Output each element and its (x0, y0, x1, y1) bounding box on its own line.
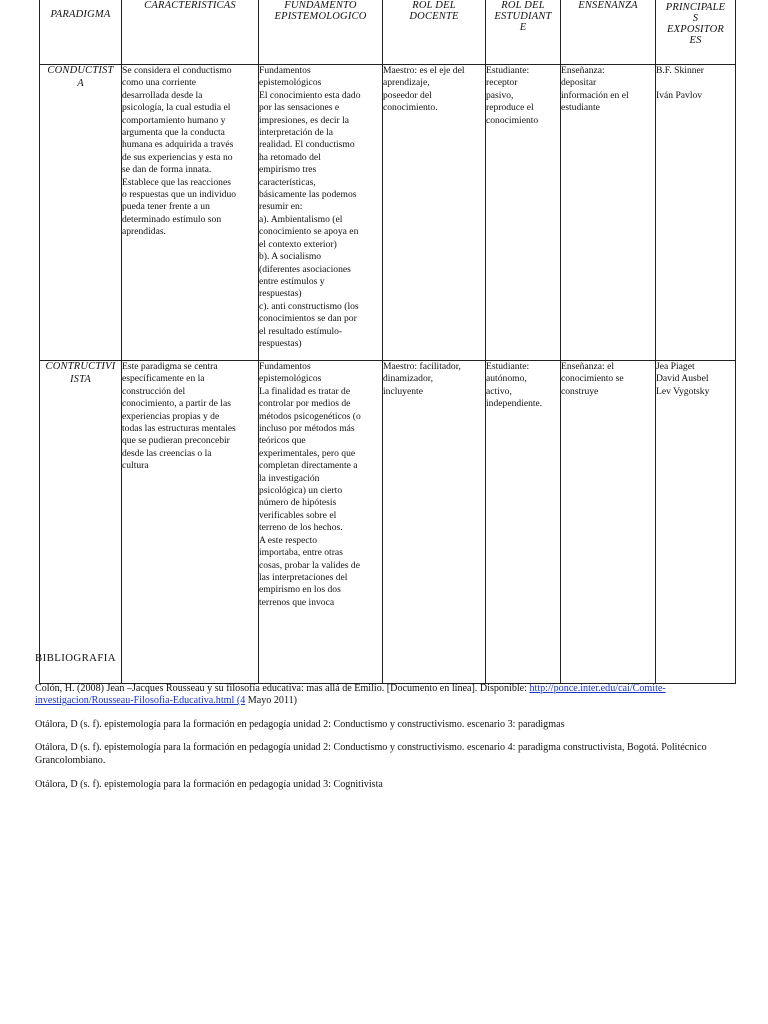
cell-text-line: El conocimiento esta dado (259, 89, 361, 101)
cell-text-line: número de hipótesis (259, 497, 337, 509)
cell-text-line (656, 77, 735, 89)
cell-text-line: Enseñanza: (561, 65, 605, 76)
cell-text-line: todas las estructuras mentales (122, 423, 236, 435)
cell-text-line: controlar por medios de (259, 398, 351, 410)
cell-text-line: psicología, la cual estudia el (122, 102, 231, 114)
cell-text-line: construcción del (122, 385, 186, 397)
cell-text-line: el resultado estímulo- (259, 325, 343, 337)
cell-text-line: Iván Pavlov (656, 89, 703, 101)
cell-rol-estudiante (486, 65, 561, 361)
cell-text-line: Se considera el conductismo (122, 65, 232, 76)
cell-text-line: Enseñanza: el (561, 361, 615, 372)
cell-text-line: o respuestas que un individuo (122, 189, 237, 201)
bibliography-entry-text: Colón, H. (2008) Jean –Jacques Rousseau y su filosofía educativa: mas allá de Emilio. [Documento en línea]. Disponible: (35, 682, 530, 694)
cell-text-line: c). anti constructismo (los (259, 300, 359, 312)
cell-text-line: ha retomado del (259, 151, 321, 163)
paradigm-name-constructivista: CONTRUCTIVI ISTA (40, 361, 122, 684)
cell-text-line: David Ausbel (656, 373, 709, 385)
cell-text-line: epistemológicos (259, 77, 322, 89)
cell-ensenanza (561, 65, 656, 361)
cell-text-line: Jea Piaget (656, 361, 695, 372)
cell-text-line: incluso por métodos más (259, 423, 355, 435)
cell-text-line: pueda tener frente a un (122, 201, 210, 213)
cell-text-line: depositar (561, 77, 597, 89)
cell-ensenanza (561, 361, 656, 684)
cell-text-line: desde las creencias o la (122, 447, 212, 459)
cell-text-line: determinado estímulo son (122, 213, 222, 225)
cell-text-line: respuestas) (259, 337, 302, 349)
header-ensenanza: ENSEÑANZA (561, 0, 656, 65)
cell-text-line: experimentales, pero que (259, 447, 356, 459)
cell-text-line: como una corriente (122, 77, 197, 89)
cell-text-line: b). A socialismo (259, 251, 322, 263)
cell-text-line: construye (561, 385, 599, 397)
header-paradigma: PARADIGMA (40, 0, 122, 65)
cell-text-line: activo, (486, 385, 512, 397)
table-row (40, 65, 736, 361)
cell-text-line: Establece que las reacciones (122, 176, 231, 188)
header-rol-docente: ROL DEL DOCENTE (383, 0, 486, 65)
cell-text-line: conocimientos se dan por (259, 313, 357, 325)
bibliography-entry: Otálora, D (s. f). epistemología para la formación en pedagogía unidad 2: Conductismo y constructivismo. escenario 4: paradigma constructivista, Bogotá. Politécnico Grancolombiano. (35, 742, 707, 766)
cell-text-line: características, (259, 176, 316, 188)
cell-text-line: (diferentes asociaciones (259, 263, 351, 275)
bibliography-entry (35, 683, 735, 708)
cell-caracteristicas (122, 65, 259, 361)
header-principales-expositores: PRINCIPALE S EXPOSITOR ES (656, 0, 736, 65)
cell-text-line: aprendidas. (122, 226, 166, 238)
bibliography-section (35, 652, 735, 802)
cell-text-line: cultura (122, 460, 149, 472)
cell-text-line: Este paradigma se centra (122, 361, 218, 372)
cell-text-line: dinamizador, (383, 373, 433, 385)
cell-text-line: Maestro: es el eje del (383, 65, 465, 76)
cell-text-line: Fundamentos (259, 65, 311, 76)
cell-text-line: A este respecto (259, 534, 318, 546)
cell-text-line: pasivo, (486, 89, 514, 101)
bibliography-entry-tail: Mayo 2011) (245, 695, 298, 707)
header-rol-estudiante: ROL DEL ESTUDIANT E (486, 0, 561, 65)
bibliography-entry: Otálora, D (s. f). epistemología para la formación en pedagogía unidad 3: Cognitivista (35, 778, 383, 790)
cell-fundamento (259, 361, 383, 684)
cell-text-line: conocimiento. (383, 102, 438, 114)
cell-expositores (656, 65, 736, 361)
cell-fundamento (259, 65, 383, 361)
cell-text-line: receptor (486, 77, 518, 89)
cell-expositores (656, 361, 736, 684)
cell-text-line: importaba, entre otras (259, 547, 343, 559)
cell-text-line: empirismo tres (259, 164, 317, 176)
cell-text-line: Maestro: facilitador, (383, 361, 461, 372)
cell-text-line: aprendizaje, (383, 77, 430, 89)
cell-text-line: desarrollada desde la (122, 89, 203, 101)
cell-text-line: el contexto exterior) (259, 238, 337, 250)
cell-text-line: de sus experiencias y esta no (122, 151, 233, 163)
cell-text-line: independiente. (486, 398, 543, 410)
table-row (40, 361, 736, 684)
cell-text-line: básicamente las podemos (259, 189, 357, 201)
cell-text-line: incluyente (383, 385, 423, 397)
cell-text-line: información en el (561, 89, 629, 101)
cell-text-line: epistemológicos (259, 373, 322, 385)
cell-text-line: específicamente en la (122, 373, 205, 385)
cell-text-line: entre estímulos y (259, 275, 325, 287)
cell-text-line: se dan de forma innata. (122, 164, 212, 176)
cell-text-line: conocimiento se (561, 373, 624, 385)
bibliography-title: BIBLIOGRAFIA (35, 652, 116, 664)
cell-text-line: terreno de los hechos. (259, 522, 343, 534)
cell-text-line: estudiante (561, 102, 600, 114)
cell-text-line: realidad. El conductismo (259, 139, 355, 151)
cell-text-line: poseedor del (383, 89, 432, 101)
cell-text-line: impresiones, es decir la (259, 114, 350, 126)
header-caracteristicas: CARACTERISTICAS (122, 0, 259, 65)
cell-text-line: comportamiento humano y (122, 114, 226, 126)
table-header-row (40, 0, 736, 65)
cell-text-line: autónomo, (486, 373, 527, 385)
cell-text-line: teóricos que (259, 435, 306, 447)
cell-text-line: conocimiento (486, 114, 539, 126)
cell-text-line: terrenos que invoca (259, 596, 335, 608)
cell-text-line: argumenta que la conducta (122, 127, 225, 139)
cell-text-line: La finalidad es tratar de (259, 385, 351, 397)
cell-text-line: las interpretaciones del (259, 571, 348, 583)
bibliography-link[interactable]: http://ponce.inter.edu/cai/Comite- investigacion/Rousseau-Filosofia-Educativa.html (4 (35, 682, 666, 707)
cell-text-line: Fundamentos (259, 361, 311, 372)
cell-text-line: por las sensaciones e (259, 102, 340, 114)
cell-text-line: la investigación (259, 472, 320, 484)
cell-rol-estudiante (486, 361, 561, 684)
cell-rol-docente (383, 361, 486, 684)
cell-text-line: interpretación de la (259, 127, 334, 139)
cell-text-line: humana es adquirida a través (122, 139, 234, 151)
cell-text-line: cosas, probar la valides de (259, 559, 360, 571)
cell-text-line: psicológica) un cierto (259, 485, 343, 497)
cell-text-line: verificables sobre el (259, 509, 337, 521)
cell-text-line: experiencias propias y de (122, 410, 220, 422)
cell-text-line: resumir en: (259, 201, 303, 213)
cell-text-line: reproduce el (486, 102, 534, 114)
paradigms-table (39, 0, 736, 684)
cell-caracteristicas (122, 361, 259, 684)
cell-rol-docente (383, 65, 486, 361)
cell-text-line: que se pudieran preconcebir (122, 435, 230, 447)
bibliography-entry: Otálora, D (s. f). epistemología para la formación en pedagogía unidad 2: Conductismo y constructivismo. escenario 3: paradigmas (35, 718, 565, 730)
cell-text-line: Estudiante: (486, 65, 530, 76)
cell-text-line: B.F. Skinner (656, 65, 705, 76)
cell-text-line: métodos psicogenéticos (o (259, 410, 361, 422)
cell-text-line: conocimiento se apoya en (259, 226, 359, 238)
cell-text-line: completan directamente a (259, 460, 358, 472)
cell-text-line: conocimiento, a partir de las (122, 398, 231, 410)
cell-text-line: respuestas) (259, 288, 302, 300)
cell-text-line: Estudiante: (486, 361, 530, 372)
cell-text-line: Lev Vygotsky (656, 385, 710, 397)
paradigm-name-conductista: CONDUCTIST A (40, 65, 122, 361)
cell-text-line: a). Ambientalismo (el (259, 213, 343, 225)
header-fundamento-epistemologico: FUNDAMENTO EPISTEMOLOGICO (259, 0, 383, 65)
cell-text-line: empirismo en los dos (259, 584, 341, 596)
paradigms-table-viewport (39, 0, 735, 608)
